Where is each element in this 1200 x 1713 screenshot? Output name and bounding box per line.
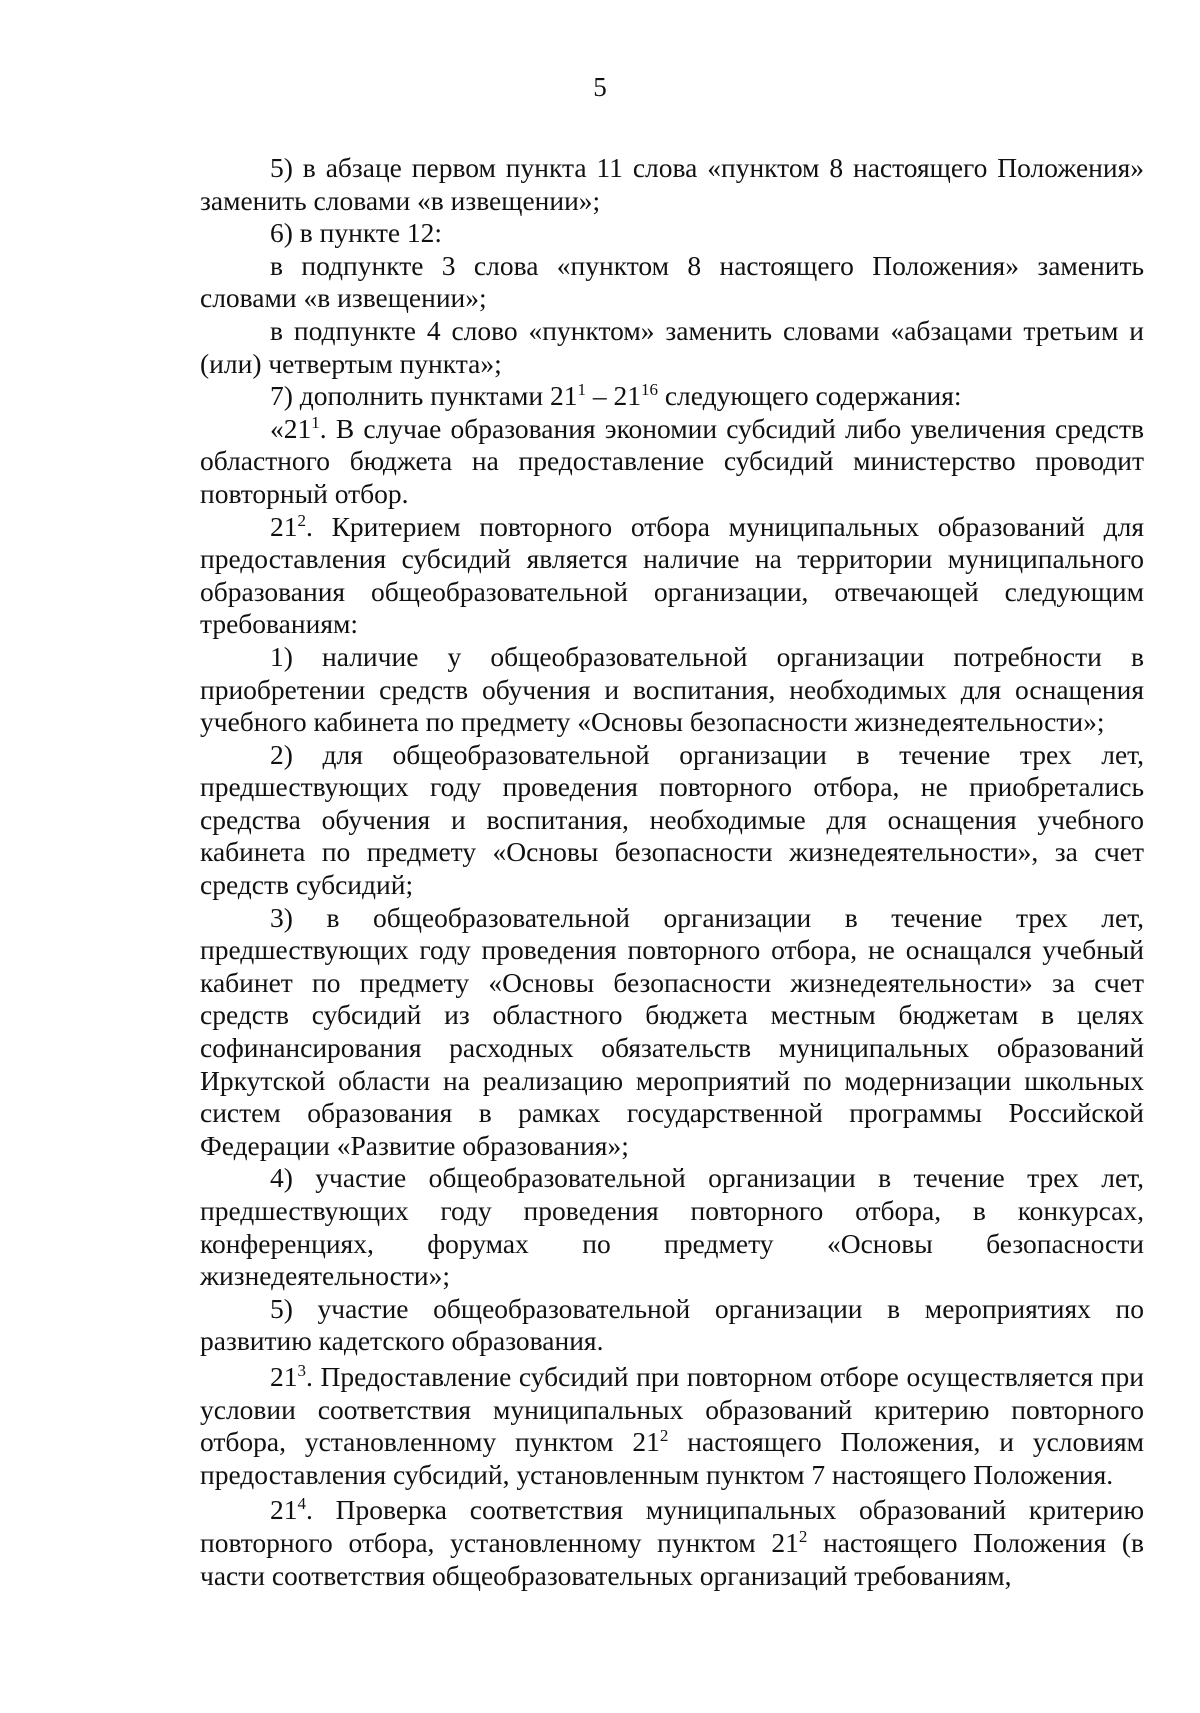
page-number: 5 <box>593 72 607 102</box>
text-run: 21 <box>270 1360 298 1392</box>
superscript: 2 <box>297 510 306 530</box>
superscript: 4 <box>297 1494 306 1514</box>
text-run: . Предоставление субсидий при повторном отборе осуществляется при условии соответствия муниципальных образований критерию повторного отбора, установленному пунктом 21 <box>200 1360 1144 1458</box>
paragraph-21-4 <box>200 1494 1144 1592</box>
paragraph-21-3 <box>200 1361 1144 1491</box>
superscript: 3 <box>297 1360 306 1380</box>
text-run: настоящего Положения, и условиям предоставления субсидий, установленным пунктом 7 настоящего Положения. <box>200 1426 1144 1490</box>
paragraph-requirement-5: 5) участие общеобразовательной организации в мероприятиях по развитию кадетского образования. <box>200 1292 1144 1357</box>
superscript: 16 <box>640 380 658 400</box>
text-run: следующего содержания: <box>657 380 962 412</box>
paragraph-requirement-4: 4) участие общеобразовательной организации в течение трех лет, предшествующих году проведения повторного отбора, в конкурсах, конференциях, форумах по предмету «Основы безопасности жизнедеятельности»; <box>200 1162 1144 1292</box>
text-run: 21 <box>270 1494 298 1526</box>
paragraph-item-7 <box>200 380 1144 413</box>
superscript: 2 <box>798 1526 808 1546</box>
superscript: 1 <box>577 380 586 400</box>
paragraph-item-5: 5) в абзаце первом пункта 11 слова «пунктом 8 настоящего Положения» заменить словами «в извещении»; <box>200 152 1144 216</box>
paragraph-subpoint-4: в подпункте 4 слово «пунктом» заменить словами «абзацами третьим и (или) четвертым пункта»; <box>200 314 1144 379</box>
superscript: 1 <box>311 412 320 432</box>
text-run: 21 <box>270 510 298 542</box>
paragraph-21-1 <box>200 413 1144 511</box>
paragraph-requirement-3: 3) в общеобразовательной организации в течение трех лет, предшествующих году проведения повторного отбора, не оснащался учебный кабинет по предмету «Основы безопасности жизнедеятельности» за счет средств субсидий из областного бюджета местным бюджетам в целях софинансирования расходных обязательств муниципальных образований Иркутской области на реализацию мероприятий по модернизации школьных систем образования в рамках государственной программы Российской Федерации «Развитие образования»; <box>200 901 1144 1161</box>
paragraph-21-2 <box>200 511 1144 641</box>
paragraph-requirement-1: 1) наличие у общеобразовательной организации потребности в приобретении средств обучения и воспитания, необходимых для оснащения учебного кабинета по предмету «Основы безопасности жизнедеятельности»; <box>200 640 1144 738</box>
document-body <box>200 152 1144 1592</box>
text-run: . Критерием повторного отбора муниципальных образований для предоставления субсидий является наличие на территории муниципального образования общеобразовательной организации, отвечающей следующим требованиям: <box>200 510 1144 640</box>
paragraph-item-6: 6) в пункте 12: <box>270 217 443 249</box>
superscript: 2 <box>659 1426 669 1446</box>
paragraph-subpoint-3: в подпункте 3 слова «пунктом 8 настоящего Положения» заменить словами «в извещении»; <box>200 249 1144 314</box>
paragraph-requirement-2: 2) для общеобразовательной организации в течение трех лет, предшествующих году проведения повторного отбора, не приобретались средства обучения и воспитания, необходимые для оснащения учебного кабинета по предмету «Основы безопасности жизнедеятельности», за счет средств субсидий; <box>200 738 1144 901</box>
text-run: . В случае образования экономии субсидий либо увеличения средств областного бюджета на предоставление субсидий министерство проводит повторный отбор. <box>200 412 1144 509</box>
text-run: . Проверка соответствия муниципальных образований критерию повторного отбора, установленному пунктом 21 <box>200 1494 1144 1558</box>
text-run: «21 <box>270 412 312 444</box>
text-run: настоящего Положения (в части соответствия общеобразовательных организаций требованиям, <box>200 1526 1144 1591</box>
text-run: – 21 <box>585 380 641 412</box>
text-run: 7) дополнить пунктами 21 <box>270 380 578 412</box>
